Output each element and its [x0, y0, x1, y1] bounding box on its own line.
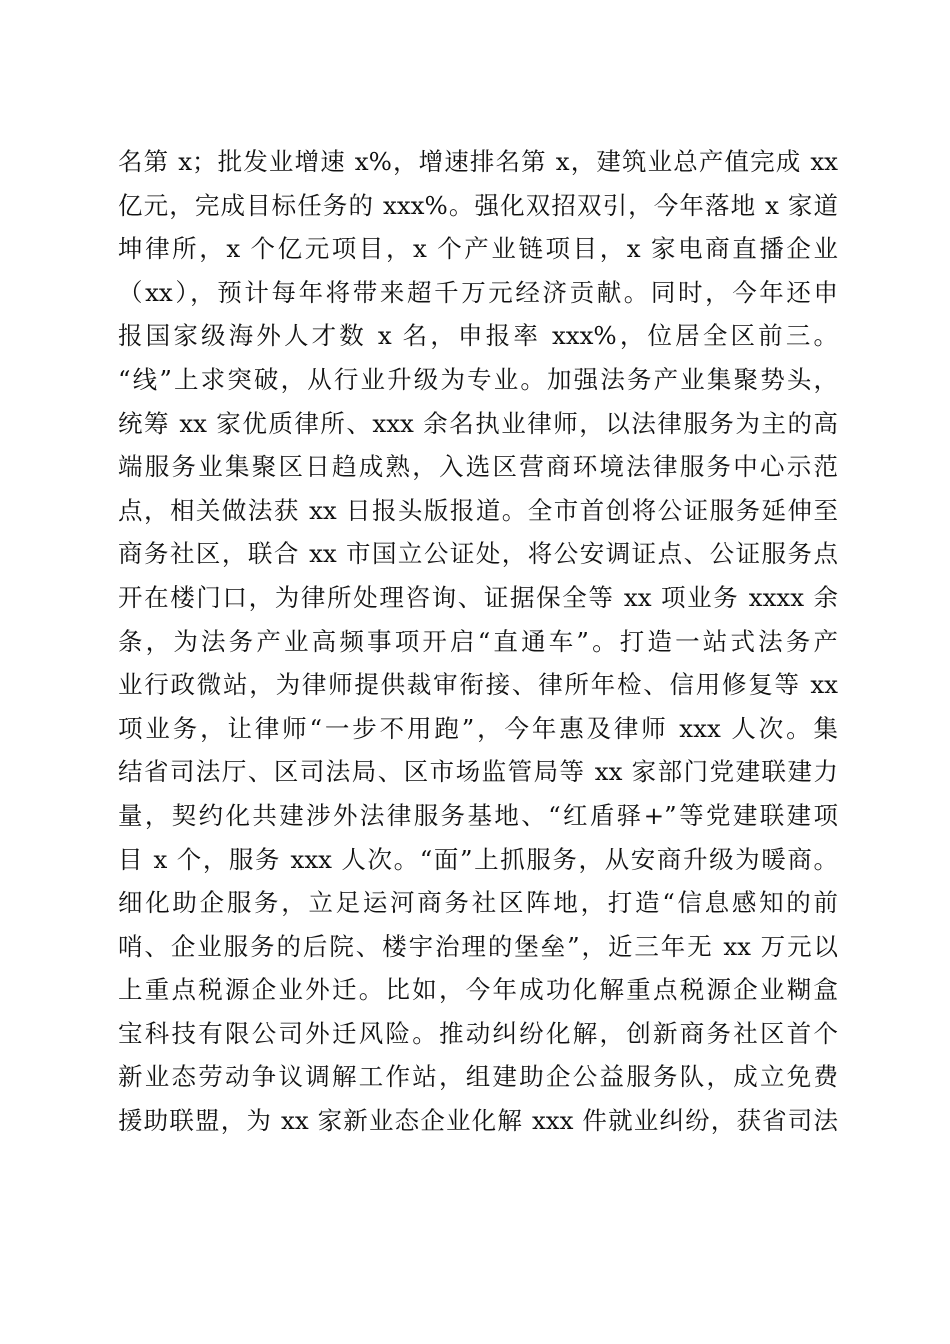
text-line: 名第 x；批发业增速 x%，增速排名第 x，建筑业总产值完成 xx — [118, 147, 838, 176]
text-line: 上重点税源企业外迁。比如，今年成功化解重点税源企业糊盒 — [118, 975, 838, 1005]
text-line: 业行政微站，为律师提供裁审衔接、律所年检、信用修复等 xx — [118, 670, 838, 700]
text-line: 端服务业集聚区日趋成熟，入选区营商环境法律服务中心示范 — [118, 452, 838, 482]
text-line: （xx），预计每年将带来超千万元经济贡献。同时，今年还申 — [118, 277, 838, 307]
text-line: 结省司法厅、区司法局、区市场监管局等 xx 家部门党建联建力 — [118, 757, 838, 787]
text-line: 条，为法务产业高频事项开启“直通车”。打造一站式法务产 — [118, 626, 838, 656]
text-line: 商务社区，联合 xx 市国立公证处，将公安调证点、公证服务点 — [118, 539, 838, 569]
text-line: 点，相关做法获 xx 日报头版报道。全市首创将公证服务延伸至 — [118, 495, 838, 525]
body-text — [118, 140, 838, 1143]
text-line: 亿元，完成目标任务的 xxx%。强化双招双引，今年落地 x 家道 — [118, 190, 838, 220]
text-line: 宝科技有限公司外迁风险。推动纠纷化解，创新商务社区首个 — [118, 1018, 838, 1048]
text-line: 援助联盟，为 xx 家新业态企业化解 xxx 件就业纠纷，获省司法 — [118, 1106, 838, 1136]
text-line: 项业务，让律师“一步不用跑”，今年惠及律师 xxx 人次。集 — [118, 713, 838, 743]
text-line: 统筹 xx 家优质律所、xxx 余名执业律师，以法律服务为主的高 — [118, 408, 838, 438]
text-line: 哨、企业服务的后院、楼宇治理的堡垒”，近三年无 xx 万元以 — [118, 931, 838, 961]
text-line: 目 x 个，服务 xxx 人次。“面”上抓服务，从安商升级为暖商。 — [118, 844, 838, 874]
text-line: 报国家级海外人才数 x 名，申报率 xxx%，位居全区前三。 — [118, 321, 838, 351]
text-line: 新业态劳动争议调解工作站，组建助企公益服务队，成立免费 — [118, 1062, 838, 1092]
text-line: “线”上求突破，从行业升级为专业。加强法务产业集聚势头， — [118, 364, 838, 394]
text-line: 量，契约化共建涉外法律服务基地、“红盾驿+”等党建联建项 — [118, 800, 838, 830]
text-line: 细化助企服务，立足运河商务社区阵地，打造“信息感知的前 — [118, 888, 838, 918]
text-line: 坤律所，x 个亿元项目，x 个产业链项目，x 家电商直播企业 — [118, 234, 838, 264]
text-line: 开在楼门口，为律所处理咨询、证据保全等 xx 项业务 xxxx 余 — [118, 582, 838, 612]
